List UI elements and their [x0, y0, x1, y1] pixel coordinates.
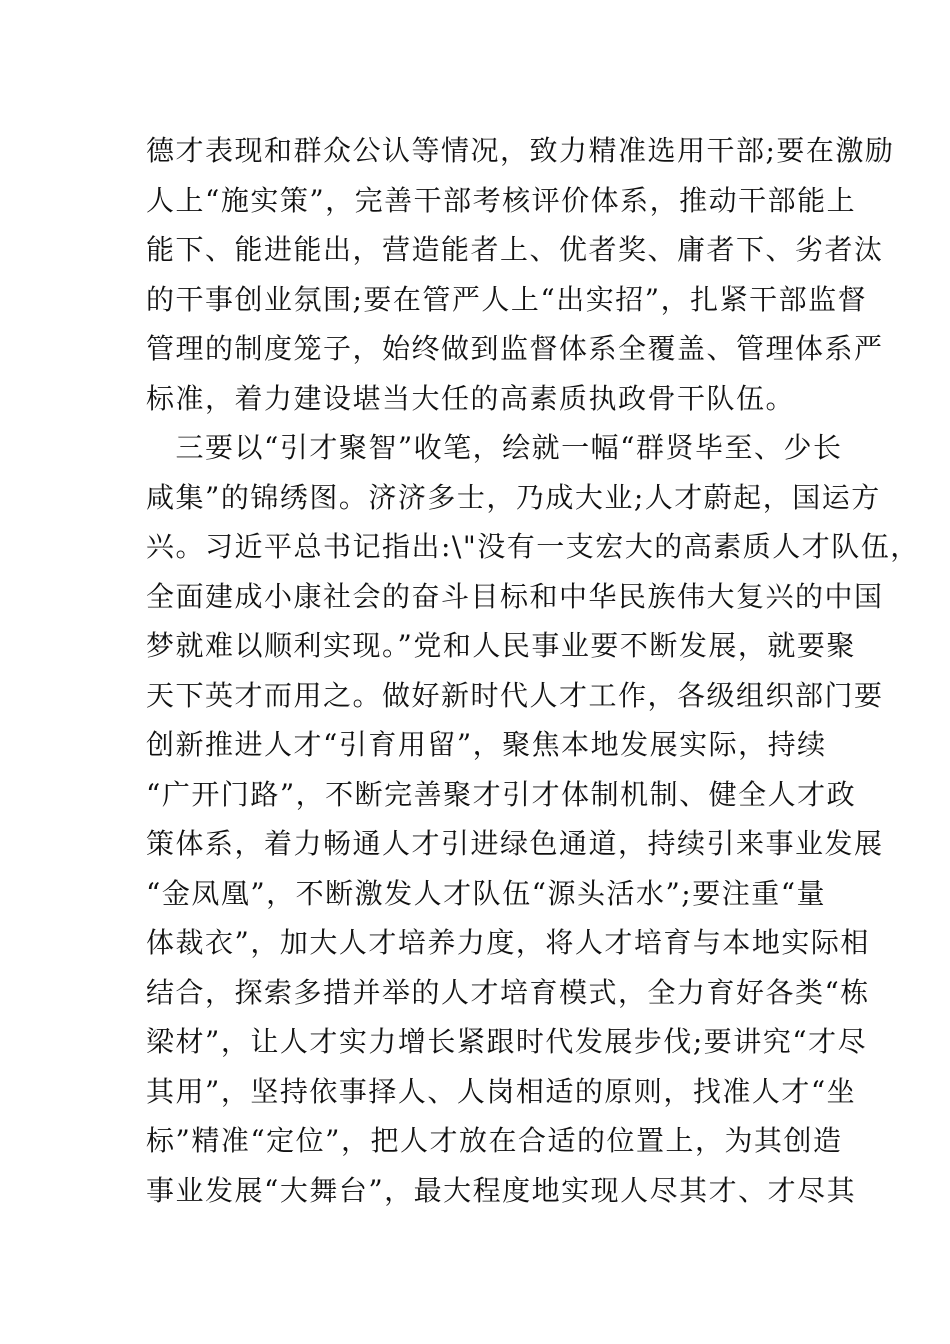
text-line: 兴。习近平总书记指出:\"没有一支宏大的高素质人才队伍， [146, 530, 920, 563]
text-line: “金凤凰”，不断激发人才队伍“源头活水”;要注重“量 [146, 876, 827, 910]
text-line: 人上“施实策”，完善干部考核评价体系，推动干部能上 [146, 183, 857, 217]
text-line: 标”精准“定位”，把人才放在合适的位置上，为其创造 [146, 1124, 843, 1157]
text-line: 管理的制度笼子，始终做到监督体系全覆盖、管理体系严 [146, 332, 884, 365]
text-line: 策体系，着力畅通人才引进绿色通道，持续引来事业发展 [146, 827, 884, 860]
text-line: 德才表现和群众公认等情况，致力精准选用干部;要在激励 [146, 134, 895, 167]
text-line: 的干事创业氛围;要在管严人上“出实招”，扎紧干部监督 [146, 282, 868, 316]
text-line: 全面建成小康社会的奋斗目标和中华民族伟大复兴的中国 [146, 579, 884, 613]
text-line: 结合，探索多措并举的人才培育模式，全力育好各类“栋 [146, 975, 870, 1009]
text-line: 创新推进人才“引育用留”，聚焦本地发展实际，持续 [146, 728, 827, 761]
text-line: 能下、能进能出，营造能者上、优者奖、庸者下、劣者汰 [146, 233, 884, 266]
text-line: 事业发展“大舞台”，最大程度地实现人尽其才、才尽其 [146, 1173, 857, 1207]
text-line: “广开门路”，不断完善聚才引才体制机制、健全人才政 [146, 777, 857, 811]
text-line: 梦就难以顺利实现。”党和人民事业要不断发展，就要聚 [146, 629, 856, 662]
text-line: 其用”，坚持依事择人、人岗相适的原则，找准人才“坐 [146, 1074, 857, 1108]
text-line: 天下英才而用之。做好新时代人才工作，各级组织部门要 [146, 678, 884, 712]
paragraph-start-line: 三要以“引才聚智”收笔，绘就一幅“群贤毕至、少长 [146, 431, 843, 464]
text-line: 体裁衣”，加大人才培养力度，将人才培育与本地实际相 [146, 926, 870, 959]
body-text [146, 126, 920, 1215]
text-line: 标准，着力建设堪当大任的高素质执政骨干队伍。 [146, 381, 796, 415]
text-line: 咸集”的锦绣图。济济多士，乃成大业;人才蔚起，国运方 [146, 480, 881, 514]
text-line: 梁材”，让人才实力增长紧跟时代发展步伐;要讲究“才尽 [146, 1025, 868, 1058]
